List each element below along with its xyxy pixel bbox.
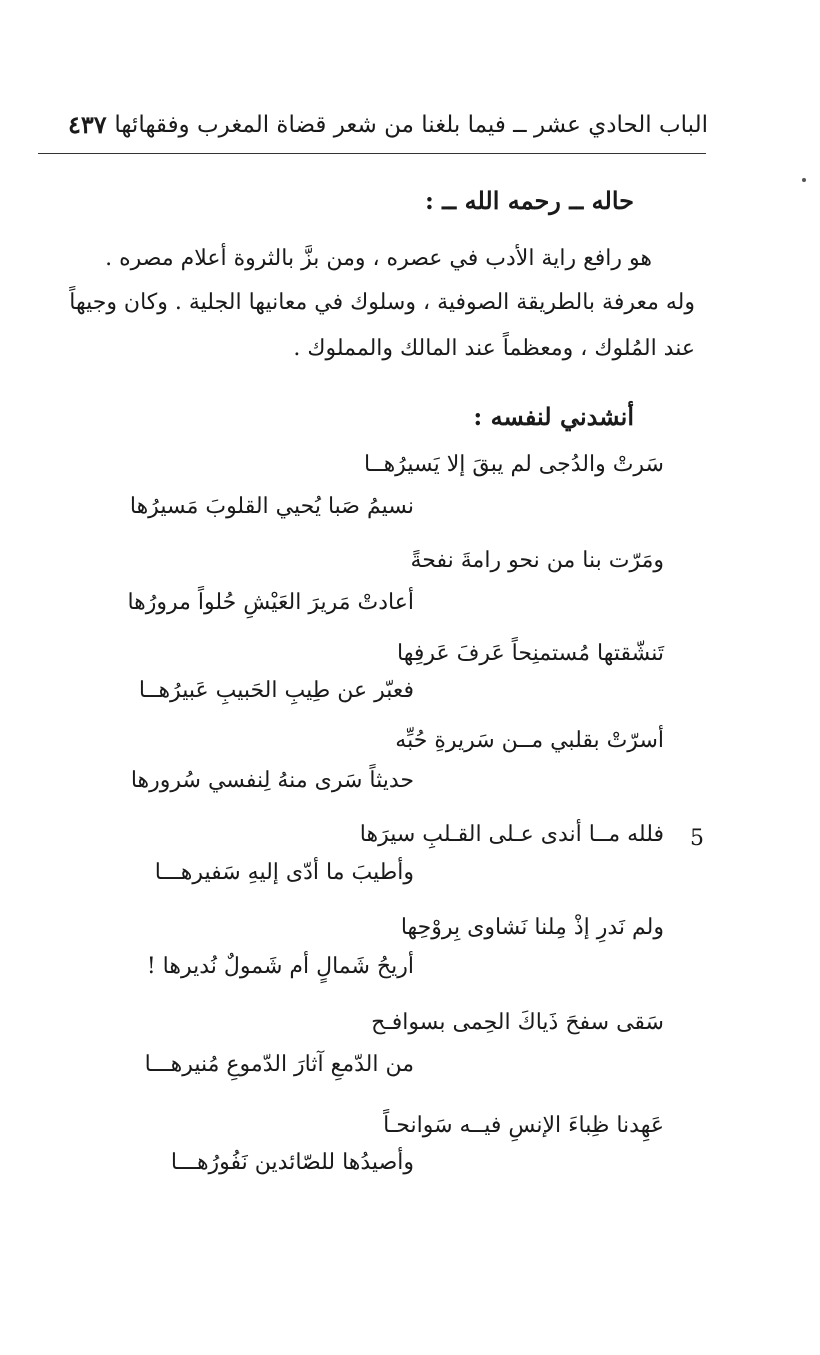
verse-first-hemistich: سَرتْ والدُجى لم يبقَ إلا يَسيرُهــا — [363, 452, 664, 477]
running-header — [38, 108, 708, 148]
verse-first-hemistich: ولم نَدرِ إذْ مِلنا نَشاوى بِروْحِها — [400, 915, 664, 940]
verse-number: 5 — [690, 826, 704, 851]
prose-line: عند المُلوك ، ومعظماً عند المالك والمملوك . — [293, 336, 695, 361]
section-heading: حاله ــ رحمه الله ــ : — [424, 186, 634, 215]
verse-first-hemistich: ومَرّت بنا من نحو رامةَ نفحةً — [410, 548, 664, 573]
header-rule — [38, 153, 706, 154]
verse-second-hemistich: فعبّر عن طِيبِ الحَبيبِ عَبيرُهــا — [138, 678, 414, 703]
poem-heading: أنشدني لنفسه : — [473, 402, 634, 431]
verse-first-hemistich: فلله مــا أندى عـلى القـلبِ سيرَها — [359, 822, 664, 847]
prose-line: هو رافع راية الأدب في عصره ، ومن بزَّ بالثروة أعلام مصره . — [105, 246, 652, 271]
verse-first-hemistich: سَقى سفحَ ذَياكَ الحِمى بسوافـح — [371, 1010, 664, 1035]
verse-first-hemistich: عَهِدنا ظِباءَ الإنسِ فيــه سَوانحـاً — [383, 1113, 664, 1138]
verse-second-hemistich: أريحُ شَمالٍ أم شَمولٌ نُديرها ! — [146, 954, 414, 979]
verse-second-hemistich: حديثاً سَرى منهُ لِنفسي سُرورها — [130, 768, 414, 793]
page-number: ٤٣٧ — [68, 110, 107, 139]
verse-second-hemistich: وأصيدُها للصّائدين نَفُورُهـــا — [170, 1150, 414, 1175]
verse-first-hemistich: أسرّتْ بقلبي مــن سَريرةِ حُبِّه — [395, 728, 664, 753]
verse-second-hemistich: نسيمُ صَبا يُحيي القلوبَ مَسيرُها — [129, 494, 414, 519]
margin-speck — [802, 178, 806, 182]
header-title: الباب الحادي عشر ــ فيما بلغنا من شعر قضاة المغرب وفقهائها — [114, 112, 708, 138]
verse-second-hemistich: من الدّمعِ آثارَ الدّموعِ مُنيرهـــا — [144, 1052, 414, 1077]
verse-second-hemistich: أعادتْ مَريرَ العَيْشِ حُلواً مرورُها — [127, 590, 414, 615]
verse-first-hemistich: تَنشّقتها مُستمنِحاً عَرفَ عَرفِها — [397, 641, 664, 666]
prose-line: وله معرفة بالطريقة الصوفية ، وسلوك في معانيها الجلية . وكان وجيهاً — [69, 290, 695, 315]
verse-second-hemistich: وأطيبَ ما أدّى إليهِ سَفيرهـــا — [154, 860, 414, 885]
